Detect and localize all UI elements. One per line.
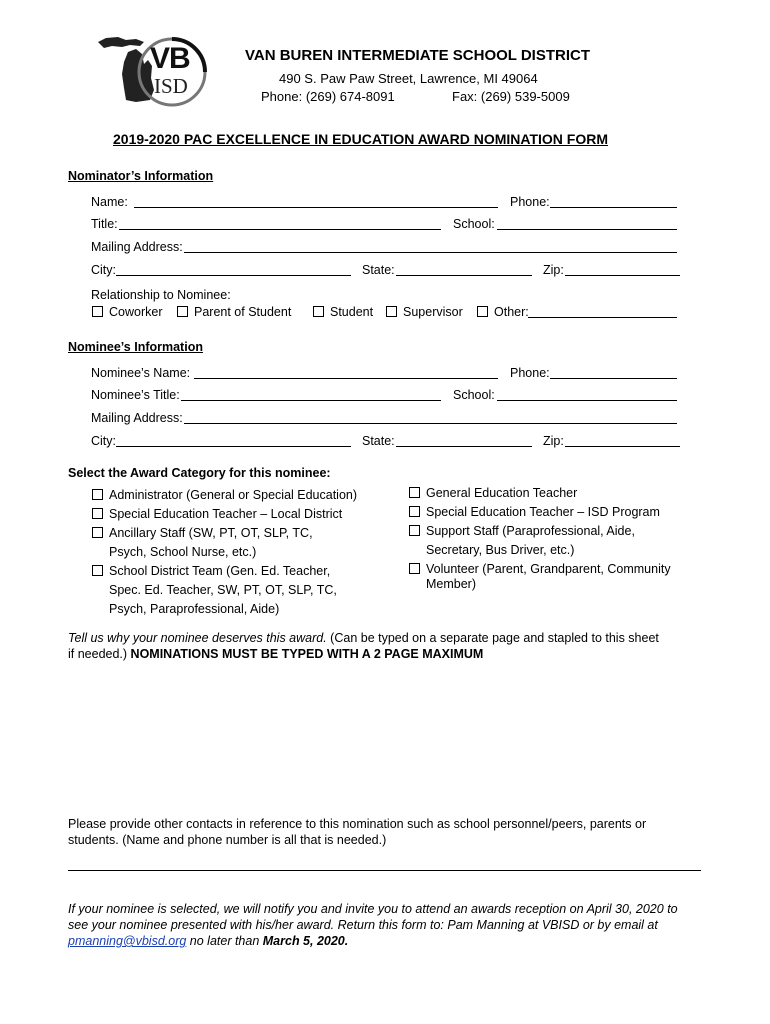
nominator-mailing-label: Mailing Address: <box>91 240 183 254</box>
nominee-heading: Nominee’s Information <box>68 340 203 354</box>
nominator-state-field[interactable] <box>396 275 532 276</box>
award-district-team-label-line3: Psych, Paraprofessional, Aide) <box>109 602 280 616</box>
award-administrator-checkbox[interactable] <box>92 489 103 500</box>
nominator-school-label: School: <box>453 217 495 231</box>
award-sped-local-label: Special Education Teacher – Local District <box>109 507 343 521</box>
nominee-city-label: City: <box>91 434 116 448</box>
relationship-other-field[interactable] <box>528 317 677 318</box>
nominator-name-label: Name: <box>91 195 128 209</box>
footer-deadline: March 5, 2020. <box>262 934 349 948</box>
tell-us-normal: (Can be typed on a separate page and stapled to this sheet if needed.) <box>68 631 659 661</box>
nominee-title-label: Nominee’s Title: <box>91 388 180 402</box>
award-support-staff-label-line1: Support Staff (Paraprofessional, Aide, <box>426 524 635 538</box>
vbisd-logo <box>96 30 208 110</box>
relationship-coworker-label: Coworker <box>109 305 163 319</box>
nominator-phone-label: Phone: <box>510 195 550 209</box>
nominator-title-field[interactable] <box>119 229 441 230</box>
logo-isd-text: ISD <box>154 74 188 98</box>
tell-us-bold: NOMINATIONS MUST BE TYPED WITH A 2 PAGE MAXIMUM <box>130 647 484 661</box>
relationship-student-label: Student <box>330 305 374 319</box>
nominator-phone-field[interactable] <box>550 207 677 208</box>
nominee-school-field[interactable] <box>497 400 677 401</box>
award-district-team-label-line1: School District Team (Gen. Ed. Teacher, <box>109 564 331 578</box>
award-ancillary-label-line1: Ancillary Staff (SW, PT, OT, SLP, TC, <box>109 526 313 540</box>
district-name: VAN BUREN INTERMEDIATE SCHOOL DISTRICT <box>245 47 591 64</box>
relationship-coworker-checkbox[interactable] <box>92 306 103 317</box>
award-support-staff-label-line2: Secretary, Bus Driver, etc.) <box>426 543 575 557</box>
nominator-school-field[interactable] <box>497 229 677 230</box>
nominee-city-field[interactable] <box>116 446 351 447</box>
tell-us-italic: Tell us why your nominee deserves this award. <box>68 631 327 645</box>
award-heading: Select the Award Category for this nominee: <box>68 466 331 480</box>
relationship-parent-label: Parent of Student <box>194 305 292 319</box>
relationship-supervisor-checkbox[interactable] <box>386 306 397 317</box>
relationship-student-checkbox[interactable] <box>313 306 324 317</box>
nominator-zip-field[interactable] <box>565 275 680 276</box>
award-volunteer-label-line2: Member) <box>426 577 477 591</box>
footer-paragraph <box>68 901 693 949</box>
nominee-school-label: School: <box>453 388 495 402</box>
nominator-heading: Nominator’s Information <box>68 169 214 183</box>
award-district-team-label-line2: Spec. Ed. Teacher, SW, PT, OT, SLP, TC, <box>109 583 337 597</box>
form-title: 2019-2020 PAC EXCELLENCE IN EDUCATION AWARD NOMINATION FORM <box>113 131 608 147</box>
award-sped-isd-label: Special Education Teacher – ISD Program <box>426 505 660 519</box>
relationship-other-checkbox[interactable] <box>477 306 488 317</box>
nominee-zip-label: Zip: <box>543 434 564 448</box>
nominator-mailing-field[interactable] <box>184 252 677 253</box>
nominator-zip-label: Zip: <box>543 263 564 277</box>
footer-text-2: no later than <box>186 934 263 948</box>
footer-email-link[interactable]: pmanning@vbisd.org <box>68 934 187 948</box>
footer-text-1: If your nominee is selected, we will notify you and invite you to attend an awards reception on April 30, 2020 to see your nominee presented with his/her award. Return this form to: Pam Manning at VBISD or by email at <box>68 902 678 932</box>
award-sped-local-checkbox[interactable] <box>92 508 103 519</box>
contacts-field[interactable] <box>68 870 701 871</box>
relationship-other-label: Other: <box>494 305 529 319</box>
nominee-name-field[interactable] <box>194 378 498 379</box>
nominee-mailing-field[interactable] <box>184 423 677 424</box>
nominee-mailing-label: Mailing Address: <box>91 411 183 425</box>
award-district-team-checkbox[interactable] <box>92 565 103 576</box>
relationship-label: Relationship to Nominee: <box>91 288 231 302</box>
district-fax: Fax: (269) 539-5009 <box>452 89 570 104</box>
nominator-city-field[interactable] <box>116 275 351 276</box>
nominee-phone-label: Phone: <box>510 366 550 380</box>
nominator-city-label: City: <box>91 263 116 277</box>
award-volunteer-label-line1: Volunteer (Parent, Grandparent, Community <box>426 562 671 576</box>
award-gen-ed-label: General Education Teacher <box>426 486 578 500</box>
nominator-state-label: State: <box>362 263 395 277</box>
award-ancillary-label-line2: Psych, School Nurse, etc.) <box>109 545 257 559</box>
relationship-parent-checkbox[interactable] <box>177 306 188 317</box>
contacts-paragraph: Please provide other contacts in reference to this nomination such as school personnel/peers, parents or students. (Name and phone number is all that is needed.) <box>68 817 647 847</box>
nominee-phone-field[interactable] <box>550 378 677 379</box>
nominator-title-label: Title: <box>91 217 118 231</box>
award-administrator-label: Administrator (General or Special Education) <box>109 488 358 502</box>
tell-us-paragraph <box>68 630 668 662</box>
nominee-name-label: Nominee’s Name: <box>91 366 191 380</box>
nominee-state-label: State: <box>362 434 395 448</box>
relationship-supervisor-label: Supervisor <box>403 305 463 319</box>
district-phone: Phone: (269) 674-8091 <box>261 89 395 104</box>
district-address: 490 S. Paw Paw Street, Lawrence, MI 49064 <box>279 71 538 86</box>
award-sped-isd-checkbox[interactable] <box>409 506 420 517</box>
award-gen-ed-checkbox[interactable] <box>409 487 420 498</box>
award-volunteer-checkbox[interactable] <box>409 563 420 574</box>
award-ancillary-checkbox[interactable] <box>92 527 103 538</box>
nominator-name-field[interactable] <box>134 207 498 208</box>
logo-vb-text: VB <box>150 42 190 75</box>
nominee-zip-field[interactable] <box>565 446 680 447</box>
award-support-staff-checkbox[interactable] <box>409 525 420 536</box>
nominee-state-field[interactable] <box>396 446 532 447</box>
nominee-title-field[interactable] <box>181 400 441 401</box>
